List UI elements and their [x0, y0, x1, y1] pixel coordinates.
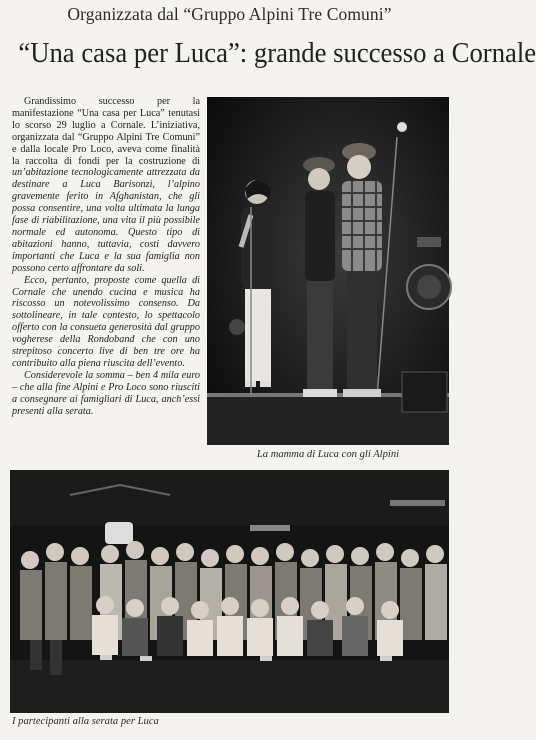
p2-text: Ecco, pertanto, proposte come quella di Cornale che unendo cucina e musica ha riscosso un notevolissimo consenso. Da sottolineare, in tale contesto, lo spettacolo offerto con la consueta generosità dal gruppo vogherese della Rondoband che con uno strepitoso concerto live di ben tre ore ha contribuito alla piena riuscita dell’evento. [12, 274, 200, 369]
article-body [12, 96, 200, 466]
p1-text-c: Questo tipo di abitazioni hanno, tuttavia, costi davvero importanti che Luca e la sua famiglia non possono certo affrontare da soli. [12, 226, 200, 274]
paragraph-1 [12, 96, 200, 275]
paragraph-3 [12, 370, 200, 418]
headline: “Una casa per Luca”: grande successo a Cornale [18, 37, 536, 69]
p1-text-a: Grandissimo successo per la manifestazione “Una casa per Luca” tenutasi lo scorso 29 luglio a Cornale. L’iniziativa, organizzata dal “Gruppo Alpini Tre Comuni” e dalla locale Pro Loco, aveva come finalità la raccolta di fondi per la costruzione di [12, 96, 200, 167]
group-photo-caption: I partecipanti alla serata per Luca [12, 716, 159, 727]
p3-text: Considerevole la somma – ben 4 mila euro – che alla fine Alpini e Pro Loco sono riusciti a consegnare ai famigliari di Luca, anch’essi presenti alla serata. [12, 369, 200, 417]
stage-photo-caption: La mamma di Luca con gli Alpini [256, 449, 400, 460]
stage-photo [207, 97, 449, 445]
paragraph-2 [12, 275, 200, 370]
p1-text-italic: un’abitazione tecnologicamente attrezzata da destinare a Luca Barisonzi, l’alpino gravemente ferito in Afghanistan, che gli possa consentire, una volta ultimata la lunga fase di riabilitazione, una vita il più possibile normale ed autonoma. [12, 167, 200, 238]
group-photo [10, 470, 449, 713]
kicker: Organizzata dal “Gruppo Alpini Tre Comuni” [67, 4, 392, 24]
